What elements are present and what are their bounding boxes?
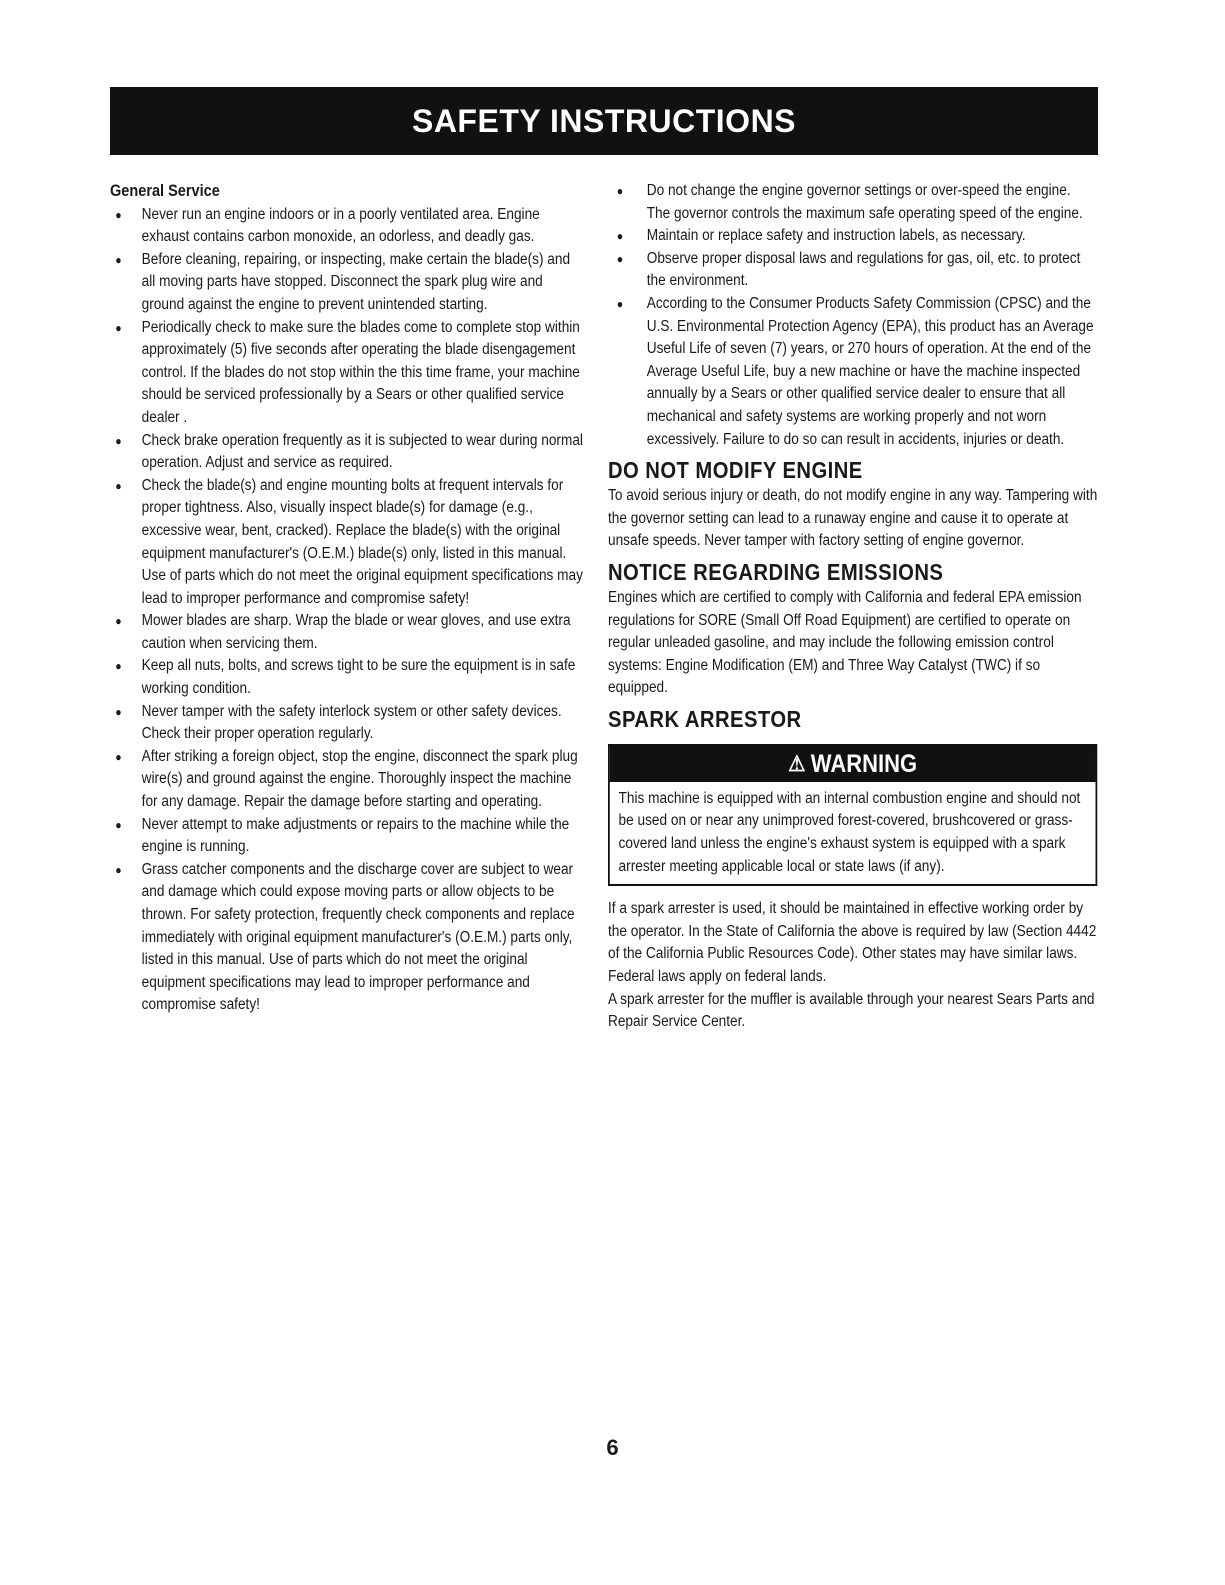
bullet-icon: ● <box>115 862 122 877</box>
list-item: ● Never attempt to make adjustments or repairs to the machine while the engine is running. <box>115 815 570 856</box>
spark-arrester-text-2: A spark arrester for the muffler is available through your nearest Sears Parts and Repair Service Center. <box>608 990 1095 1031</box>
list-item: ● After striking a foreign object, stop the engine, disconnect the spark plug wire(s) and ground against the engine. Thoroughly inspect the machine for any damage. Repair the damage before starting and operating. <box>115 747 578 811</box>
left-column <box>110 180 585 1017</box>
modify-engine-heading: DO NOT MODIFY ENGINE <box>608 457 863 484</box>
emissions-text: Engines which are certified to comply with California and federal EPA emission regulations for SORE (Small Off Road Equipment) are certified to operate on regular unleaded gasoline, and may include the following emission control systems: Engine Modification (EM) and Three Way Catalyst (TWC) if so equipped. <box>608 588 1082 697</box>
page-title: SAFETY INSTRUCTIONS <box>411 102 797 139</box>
title-banner <box>110 87 1098 155</box>
page-number: 6 <box>606 1435 619 1460</box>
bullet-icon: ● <box>115 817 122 832</box>
list-item: ● According to the Consumer Products Safety Commission (CPSC) and the U.S. Environmental Protection Agency (EPA), this product has an Average Useful Life of seven (7) years, or 270 hours of operation. At the end of the Average Useful Life, buy a new machine or have the machine inspected annually by a Sears or other qualified service dealer to ensure that all mechanical and safety systems are working properly and not worn excessively. Failure to do so can result in accidents, injuries or death. <box>616 294 1094 448</box>
list-item: ● Periodically check to make sure the blades come to complete stop within approximately (5) five seconds after operating the blade disengagement control. If the blades do not stop within the this time frame, your machine should be serviced professionally by a Sears or other qualified service dealer . <box>115 318 580 426</box>
bullet-icon: ● <box>115 659 122 674</box>
warning-label: WARNING <box>810 749 918 778</box>
list-item: ● Grass catcher components and the discharge cover are subject to wear and damage which could expose moving parts or allow objects to be thrown. For safety protection, frequently check components and replace immediately with original equipment manufacturer's (O.E.M.) parts only, listed in this manual. Use of parts which do not meet the original equipment specifications may lead to improper performance and compromise safety! <box>115 860 575 1014</box>
warning-triangle-icon: ⚠ <box>788 750 806 776</box>
warning-text: This machine is equipped with an internal combustion engine and should not be used on or near any unimproved forest-covered, brushcovered or grass-covered land unless the engine's exhaust system is equipped with a spark arrester meeting applicable local or state laws (if any). <box>618 789 1081 875</box>
emissions-heading: NOTICE REGARDING EMISSIONS <box>608 558 944 585</box>
warning-box <box>608 744 1097 886</box>
list-item: ● Do not change the engine governor settings or over-speed the engine. The governor controls the maximum safe operating speed of the engine. <box>616 182 1083 222</box>
bullet-icon: ● <box>115 614 122 629</box>
list-item: ● Keep all nuts, bolts, and screws tight to be sure the equipment is in safe working condition. <box>115 657 576 698</box>
list-item: ● Never tamper with the safety interlock system or other safety devices. Check their proper operation regularly. <box>115 702 562 743</box>
bullet-icon: ● <box>616 296 624 311</box>
list-item: ● Before cleaning, repairing, or inspecting, make certain the blade(s) and all moving parts have stopped. Disconnect the spark plug wire and ground against the engine to prevent unintended starting. <box>115 250 571 313</box>
list-item: ● Check brake operation frequently as it is subjected to wear during normal operation. Adjust and service as required. <box>115 431 583 472</box>
engine-safety-list <box>608 180 1097 451</box>
list-item: ● Mower blades are sharp. Wrap the blade or wear gloves, and use extra caution when servicing them. <box>115 612 571 652</box>
bullet-icon: ● <box>616 184 624 198</box>
spark-arrester-text-1: If a spark arrester is used, it should be maintained in effective working order by the operator. In the State of California the above is required by law (Section 4442 of the California Public Resources Code). Other states may have similar laws. Federal laws apply on federal lands. <box>608 900 1097 986</box>
bullet-icon: ● <box>616 229 624 244</box>
right-column <box>608 180 1097 1034</box>
bullet-icon: ● <box>115 433 122 448</box>
modify-engine-text: To avoid serious injury or death, do not modify engine in any way. Tampering with the governor setting can lead to a runaway engine and cause it to operate at unsafe speeds. Never tamper with factory setting of engine governor. <box>608 487 1098 550</box>
warning-header <box>610 746 1096 782</box>
list-item: ● Never run an engine indoors or in a poorly ventilated area. Engine exhaust contains carbon monoxide, an odorless, and deadly gas. <box>115 205 540 246</box>
general-service-list <box>110 204 585 1017</box>
bullet-icon: ● <box>115 704 122 719</box>
general-service-heading: General Service <box>110 182 220 200</box>
bullet-icon: ● <box>115 252 122 267</box>
list-item: ● Maintain or replace safety and instruction labels, as necessary. <box>608 225 1097 248</box>
bullet-icon: ● <box>115 478 122 493</box>
spark-arrestor-heading: SPARK ARRESTOR <box>608 705 802 732</box>
list-item: ● Check the blade(s) and engine mounting bolts at frequent intervals for proper tightness. Also, visually inspect blade(s) for damage (e.g., excessive wear, bent, cracked). Replace the blade(s) with the original equipment manufacturer's (O.E.M.) blade(s) only, listed in this manual. Use of parts which do not meet the original equipment specifications may lead to improper performance and compromise safety! <box>115 476 583 607</box>
list-item: ● Observe proper disposal laws and regulations for gas, oil, etc. to protect the environment. <box>616 249 1081 290</box>
bullet-icon: ● <box>115 207 122 222</box>
bullet-icon: ● <box>115 749 122 764</box>
bullet-icon: ● <box>616 251 624 266</box>
bullet-icon: ● <box>115 320 122 335</box>
